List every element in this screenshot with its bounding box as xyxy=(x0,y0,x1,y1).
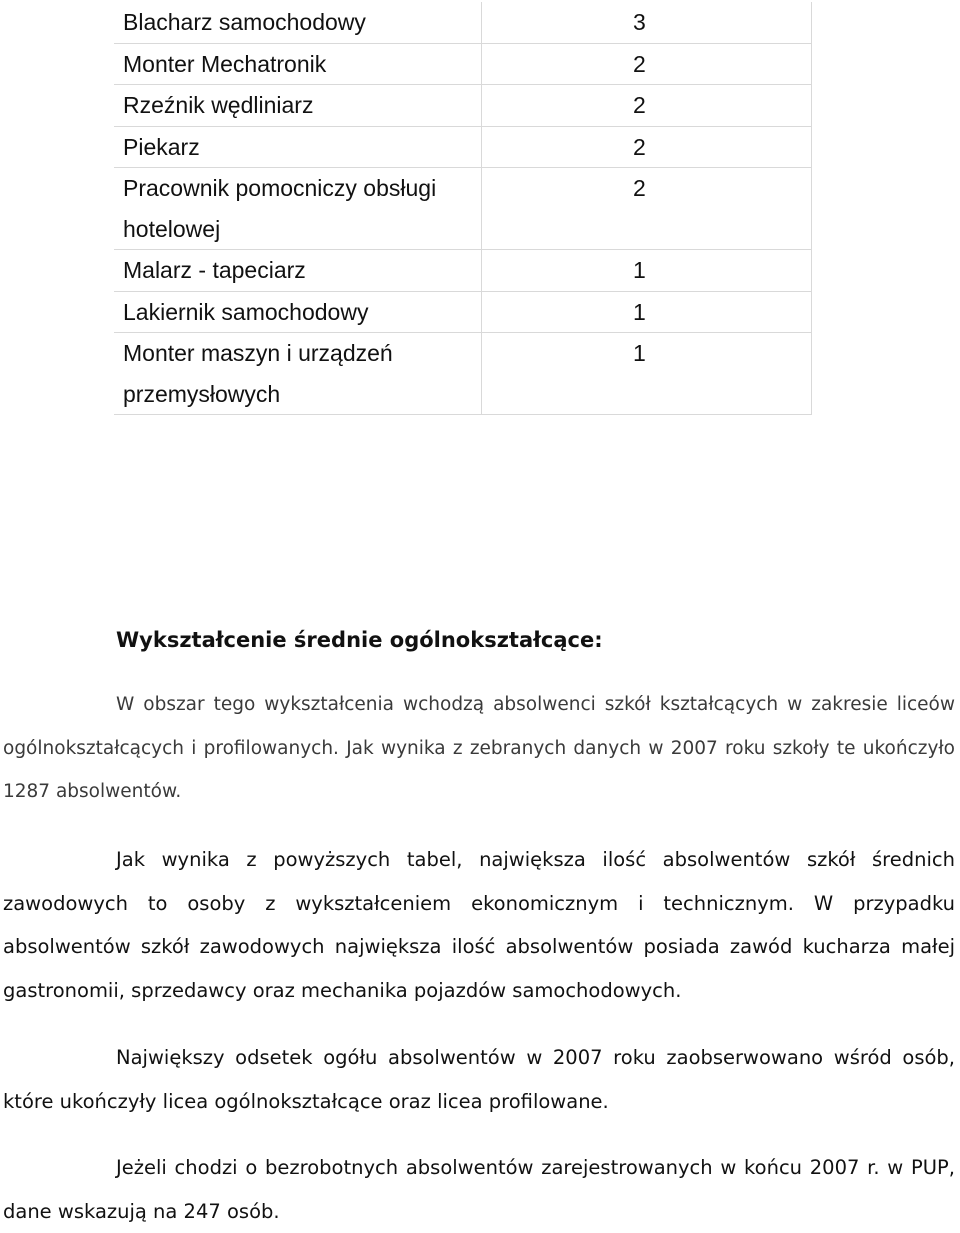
graduate-count: 2 xyxy=(633,50,646,77)
section-heading: Wykształcenie średnie ogólnokształcące: xyxy=(116,628,603,652)
count-cell xyxy=(482,333,812,415)
graduate-count: 1 xyxy=(633,298,646,325)
graduate-count: 2 xyxy=(633,175,646,201)
count-cell xyxy=(482,291,812,333)
profession-name: Blacharz samochodowy xyxy=(123,9,366,35)
profession-name-line-2: hotelowej xyxy=(123,215,221,242)
graduate-count: 2 xyxy=(633,92,646,118)
profession-cell xyxy=(114,2,482,43)
profession-name: Rzeźnik wędliniarz xyxy=(123,92,314,118)
profession-name: Malarz - tapeciarz xyxy=(123,257,306,283)
profession-cell xyxy=(114,126,482,168)
paragraph-unemployed-graduates: Jeżeli chodzi o bezrobotnych absolwentów zarejestrowanych w końcu 2007 r. w PUP, dane wskazują na 247 osób. xyxy=(3,1156,955,1223)
graduate-count: 1 xyxy=(633,340,646,366)
profession-cell xyxy=(114,168,482,250)
graduates-by-profession-table xyxy=(114,2,812,415)
graduate-count: 3 xyxy=(633,9,646,35)
profession-cell xyxy=(114,43,482,85)
profession-name-line-1: Monter maszyn i urządzeń xyxy=(123,340,393,366)
count-cell xyxy=(482,250,812,292)
count-cell xyxy=(482,43,812,85)
profession-name-line-1: Pracownik pomocniczy obsługi xyxy=(123,175,437,201)
table-row xyxy=(114,85,812,127)
profession-name: Piekarz xyxy=(123,133,200,160)
profession-cell xyxy=(114,85,482,127)
table-row xyxy=(114,250,812,292)
profession-cell xyxy=(114,291,482,333)
count-cell xyxy=(482,168,812,250)
count-cell xyxy=(482,126,812,168)
profession-cell xyxy=(114,250,482,292)
paragraph-vocational-summary: Jak wynika z powyższych tabel, największa ilość absolwentów szkół średnich zawodowych to osoby z wykształceniem ekonomicznym i technicznym. W przypadku absolwentów szkół zawodowych największa ilość absolwentów posiada zawód kucharza małej gastronomii, sprzedawcy oraz mechanika pojazdów samochodowych. xyxy=(3,848,955,1002)
table-row xyxy=(114,291,812,333)
paragraph-general-secondary: W obszar tego wykształcenia wchodzą absolwenci szkół kształcących w zakresie liceów ogólnokształcących i profilowanych. Jak wynika z zebranych danych w 2007 roku szkoły te ukończyło 1287 absolwentów. xyxy=(3,694,955,802)
profession-name-line-2: przemysłowych xyxy=(123,380,281,407)
count-cell xyxy=(482,85,812,127)
graduate-count: 2 xyxy=(633,133,646,160)
table-row xyxy=(114,126,812,168)
graduate-count: 1 xyxy=(633,257,646,283)
paragraph-largest-share: Największy odsetek ogółu absolwentów w 2007 roku zaobserwowano wśród osób, które ukończyły licea ogólnokształcące oraz licea profilowane. xyxy=(3,1046,955,1113)
table-row xyxy=(114,168,812,250)
count-cell xyxy=(482,2,812,43)
profession-name: Monter Mechatronik xyxy=(123,50,327,77)
profession-cell xyxy=(114,333,482,415)
profession-name: Lakiernik samochodowy xyxy=(123,298,369,325)
table-row xyxy=(114,43,812,85)
table-row xyxy=(114,333,812,415)
table-row xyxy=(114,2,812,43)
